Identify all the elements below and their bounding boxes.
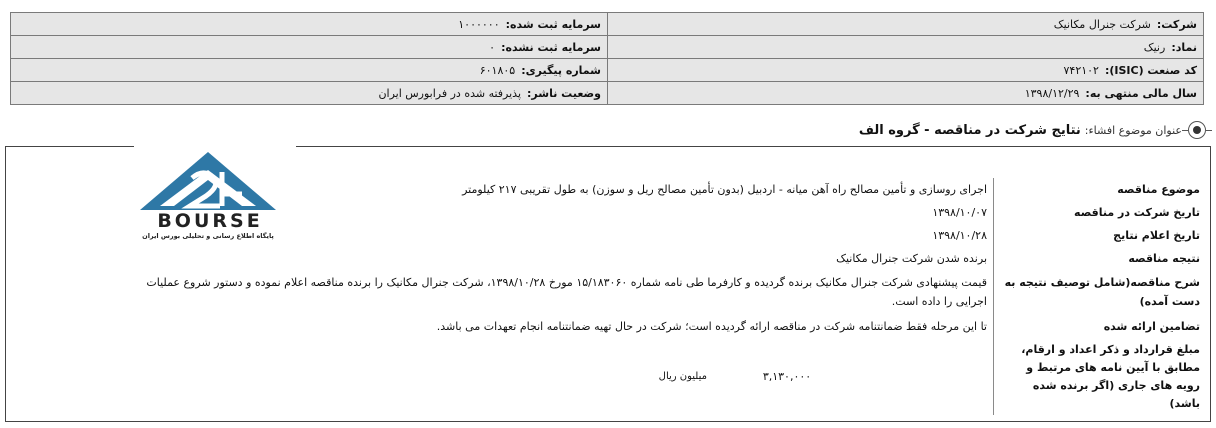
info-row — [11, 36, 1204, 59]
company-info-table — [10, 12, 1204, 105]
disclosure-subject — [859, 120, 1206, 140]
info-cell-registered-capital: سرمایه ثبت شده:۱۰۰۰۰۰۰ — [11, 13, 608, 36]
info-cell-symbol: نماد:رنیک — [608, 36, 1204, 59]
detail-key: موضوع مناقصه — [994, 178, 1207, 201]
detail-row — [106, 270, 1206, 314]
company-name: شرکت جنرال مکانیک — [1053, 17, 1151, 31]
isic-value: ۷۴۲۱۰۲ — [1063, 63, 1099, 77]
logo-tagline: پایگاه اطلاع رسانی و تحلیلی بورس ایران — [142, 232, 274, 240]
logo-brand-text: BOURSE — [157, 210, 263, 232]
info-cell-company: شرکت:شرکت جنرال مکانیک — [608, 13, 1204, 36]
subject-label: عنوان موضوع افشاء: — [1084, 123, 1182, 137]
info-cell-unregistered-capital: سرمایه ثبت نشده:۰ — [11, 36, 608, 59]
detail-row — [106, 247, 1206, 270]
detail-key: تضامین ارائه شده — [994, 314, 1207, 339]
info-row — [11, 59, 1204, 82]
detail-value: اجرای روسازی و تأمین مصالح راه آهن میانه - اردبیل (بدون تأمین مصالح ریل و سوزن) به طول تقریبی ۲۱۷ کیلومتر — [462, 183, 987, 196]
contract-amount: ۳,۱۳۰,۰۰۰ — [762, 370, 812, 383]
detail-row — [106, 224, 1206, 247]
detail-key: نتیجه مناقصه — [994, 247, 1207, 270]
tracking-number-value: ۶۰۱۸۰۵ — [479, 63, 516, 77]
detail-row — [106, 339, 1206, 415]
info-cell-publisher-status: وضعیت ناشر:پذیرفته شده در فرابورس ایران — [11, 82, 608, 105]
detail-value: تا این مرحله فقط ضمانتنامه شرکت در مناقصه ارائه گردیده است؛ شرکت در حال تهیه ضمانتنامه انجام تعهدات می باشد. — [436, 320, 987, 333]
fiscal-year-value: ۱۳۹۸/۱۲/۲۹ — [1024, 86, 1080, 100]
info-cell-isic: کد صنعت (ISIC):۷۴۲۱۰۲ — [608, 59, 1204, 82]
publisher-status-value: پذیرفته شده در فرابورس ایران — [378, 86, 522, 100]
detail-row — [106, 201, 1206, 224]
detail-key: تاریخ شرکت در مناقصه — [994, 201, 1207, 224]
radio-bullet-icon — [1188, 121, 1206, 139]
info-row — [11, 13, 1204, 36]
detail-key: شرح مناقصه(شامل توصیف نتیجه به دست آمده) — [994, 270, 1207, 314]
registered-capital-value: ۱۰۰۰۰۰۰ — [458, 17, 500, 31]
detail-row — [106, 314, 1206, 339]
detail-key: تاریخ اعلام نتایج — [994, 224, 1207, 247]
detail-row — [106, 178, 1206, 201]
symbol-value: رنیک — [1143, 40, 1166, 54]
detail-value: ۱۳۹۸/۱۰/۰۷ — [932, 206, 987, 219]
info-cell-fiscal-year: سال مالی منتهی به:۱۳۹۸/۱۲/۲۹ — [608, 82, 1204, 105]
info-row — [11, 82, 1204, 105]
detail-value: برنده شدن شرکت جنرال مکانیک — [836, 252, 987, 265]
detail-value: قیمت پیشنهادی شرکت جنرال مکانیک برنده گردیده و کارفرما طی نامه شماره ۱۵/۱۸۳۰۶۰ مورخ ۱۳۹۸/۱۰/۲۸، شرکت جنرال مکانیک را برنده مناقصه اعلام نموده و دستور شروع عملیات اجرایی را داده است. — [146, 276, 987, 308]
subject-title: نتایج شرکت در مناقصه - گروه الف — [858, 122, 1081, 138]
info-cell-tracking-number: شماره پیگیری:۶۰۱۸۰۵ — [11, 59, 608, 82]
detail-key: مبلغ قرارداد و ذکر اعداد و ارقام، مطابق با آیین نامه های مرتبط و رویه های جاری (اگر برنده شده باشد) — [994, 339, 1207, 415]
detail-value: ۱۳۹۸/۱۰/۲۸ — [932, 229, 987, 242]
tender-details-table — [106, 178, 1206, 415]
contract-amount-unit: میلیون ریال — [658, 371, 707, 382]
detail-value — [106, 339, 994, 415]
unregistered-capital-value: ۰ — [489, 40, 496, 54]
